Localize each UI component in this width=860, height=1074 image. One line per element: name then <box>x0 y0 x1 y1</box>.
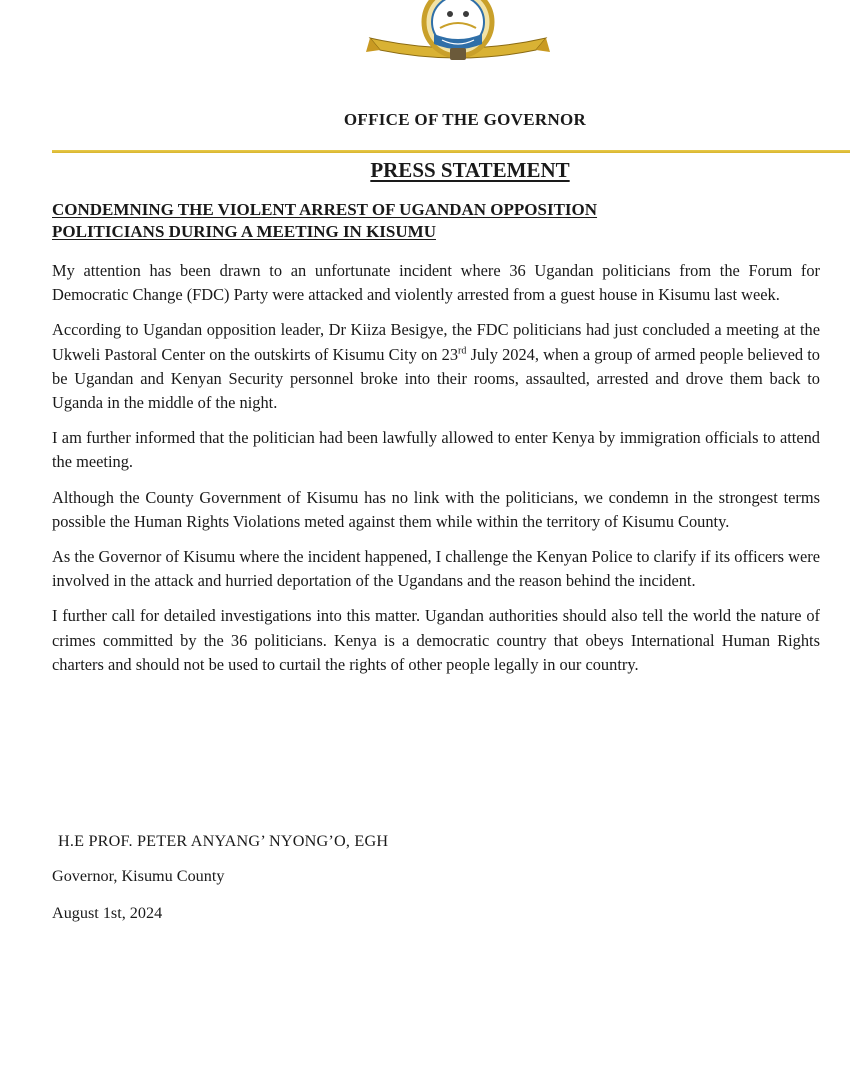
header-divider <box>52 150 850 153</box>
paragraph-6: I further call for detailed investigations into this matter. Ugandan authorities should also tell the world the nature of crimes committed by the 36 politicians. Kenya is a democratic country that obeys International Human Rights charters and should not be used to curtail the rights of other people legally in our country. <box>52 606 820 674</box>
headline-line-1: CONDEMNING THE VIOLENT ARREST OF UGANDAN OPPOSITION <box>52 200 598 219</box>
paragraph-4: Although the County Government of Kisumu has no link with the politicians, we condemn in the strongest terms possible the Human Rights Violations meted against them while within the territory of Kisumu County. <box>52 487 820 531</box>
press-statement-label: PRESS STATEMENT <box>370 158 570 182</box>
county-seal-logo <box>366 0 550 72</box>
signatory-name: H.E PROF. PETER ANYANG’ NYONG’O, EGH <box>58 832 389 850</box>
statement-date: August 1st, 2024 <box>52 904 163 922</box>
paragraph-2-start: According to Ugandan opposition leader, Dr Kiiza Besigye, the FDC politicians had just concluded a meeting at the Ukweli Pastoral Center on the outskirts of Kisumu City on 23 <box>52 320 820 364</box>
paragraph-3: I am further informed that the politician had been lawfully allowed to enter Kenya by immigration officials to attend the meeting. <box>52 428 820 472</box>
ordinal-suffix: rd <box>458 345 467 357</box>
statement-body <box>52 259 820 688</box>
headline-line-2: POLITICIANS DURING A MEETING IN KISUMU <box>52 222 436 241</box>
paragraph-2 <box>52 318 820 415</box>
paragraph-2-end: July 2024, when a group of armed people believed to be Ugandan and Kenyan Security personnel broke into their rooms, assaulted, arrested and drove them back to Uganda in the middle of the night. <box>52 344 821 413</box>
statement-headline <box>52 199 752 243</box>
paragraph-1: My attention has been drawn to an unfortunate incident where 36 Ugandan politicians from the Forum for Democratic Change (FDC) Party were attacked and violently arrested from a guest house in Kisumu last week. <box>52 261 820 305</box>
office-title: OFFICE OF THE GOVERNOR <box>343 110 587 129</box>
signatory-title: Governor, Kisumu County <box>52 867 225 885</box>
document-type-title <box>0 158 860 183</box>
paragraph-5: As the Governor of Kisumu where the incident happened, I challenge the Kenyan Police to clarify if its officers were involved in the attack and hurried deportation of the Ugandans and the reason behind the incident. <box>52 547 820 591</box>
